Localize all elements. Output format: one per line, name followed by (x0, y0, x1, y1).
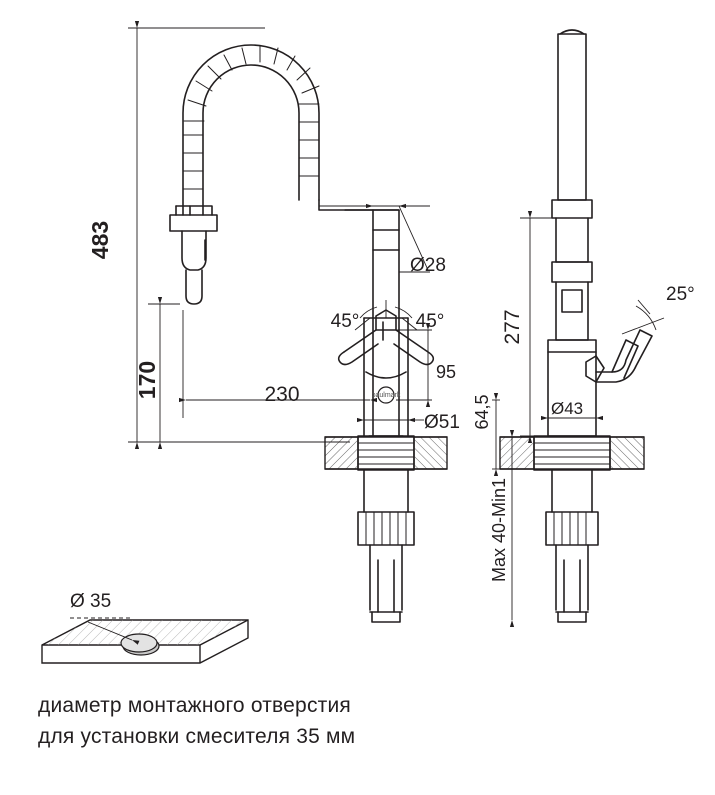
label-body-diameter: Ø51 (424, 412, 460, 433)
label-spout-height: 170 (134, 360, 160, 400)
dimension-lines-side (492, 218, 664, 620)
label-mount-thickness: Max 40-Min1 (489, 477, 509, 583)
label-angle-right: 45° (415, 311, 445, 332)
label-spout-diameter: Ø28 (410, 255, 446, 276)
label-height-total: 483 (87, 220, 113, 260)
label-side-body-diameter: Ø43 (551, 399, 584, 418)
side-view-faucet (534, 30, 652, 622)
caption-block (38, 690, 678, 752)
label-side-base-height: 64,5 (472, 394, 492, 430)
dimension-lines-front (128, 28, 432, 442)
countertop-hole-detail (42, 618, 248, 663)
front-view-faucet (170, 45, 433, 622)
label-handle-height: 95 (436, 362, 457, 382)
label-angle-left: 45° (330, 311, 360, 332)
brand-mark: paulmark (371, 392, 401, 399)
label-reach: 230 (264, 383, 300, 406)
caption-line-1: диаметр монтажного отверстия (38, 694, 351, 717)
caption-line-2: для установки смесителя 35 мм (38, 725, 356, 748)
label-hole-diameter: Ø 35 (70, 591, 112, 612)
label-lever-angle: 25° (666, 284, 695, 305)
dimension-labels (70, 221, 695, 612)
label-side-height: 277 (501, 309, 524, 345)
